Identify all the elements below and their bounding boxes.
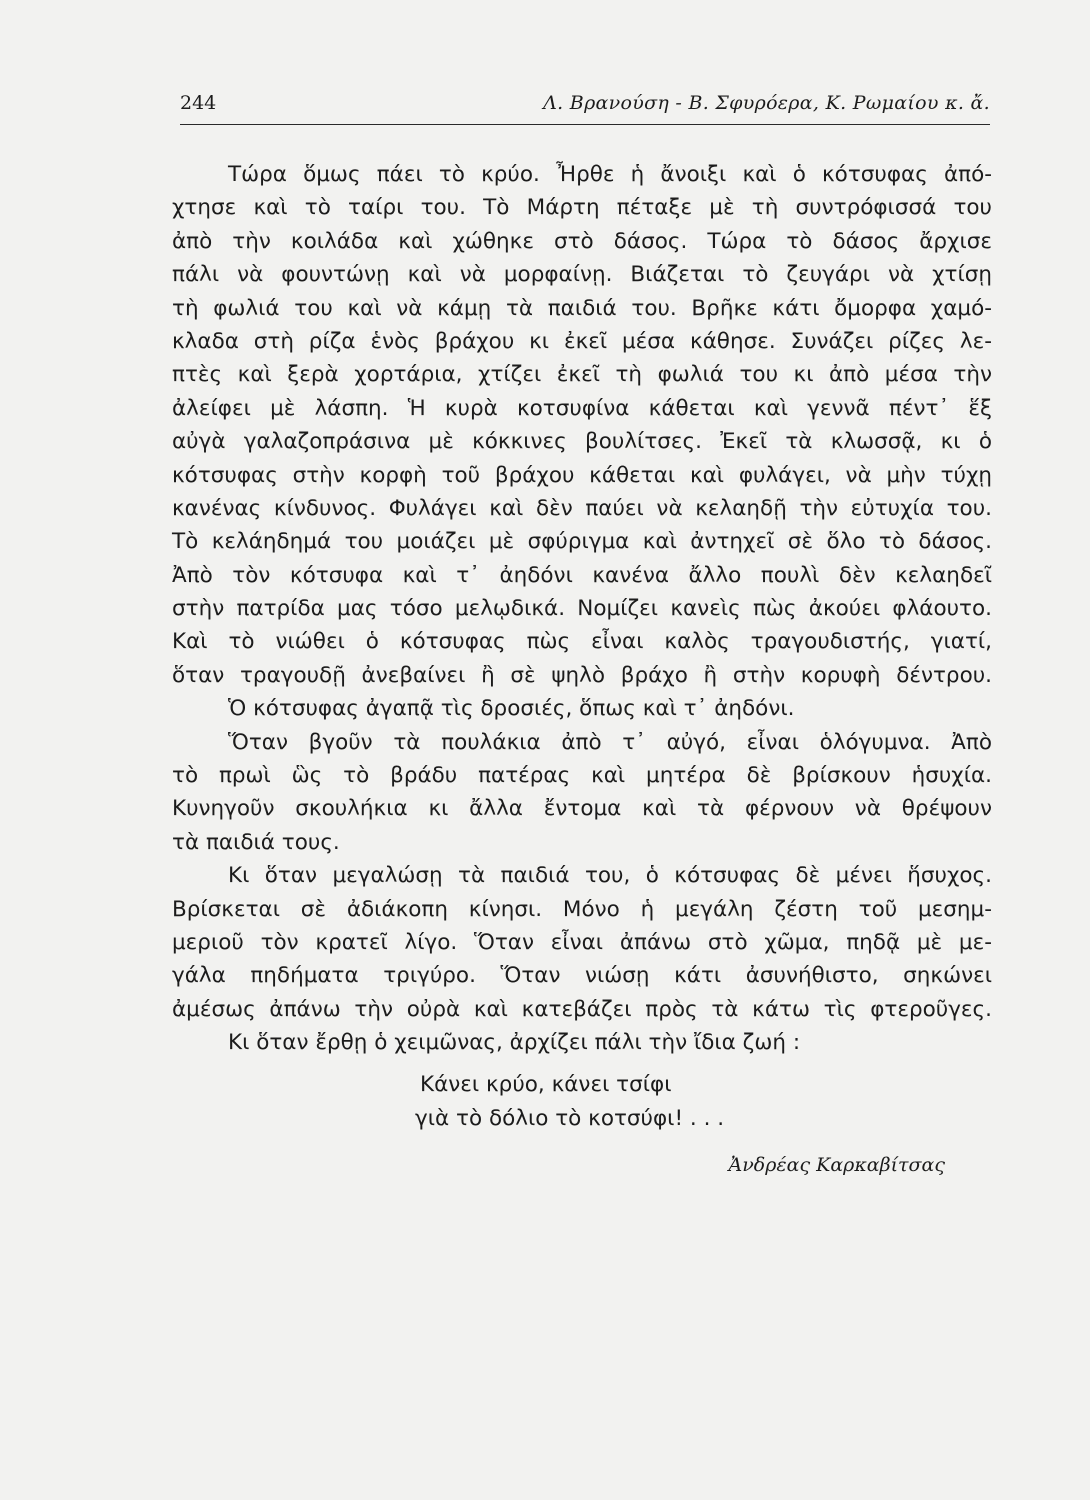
text-line: στὴν πατρίδα μας τόσο μελῳδικά. Νομίζει κανεὶς πὼς ἀκούει φλάουτο.	[172, 596, 992, 622]
text-line: κλαδα στὴ ρίζα ἑνὸς βράχου κι ἐκεῖ μέσα κάθησε. Συνάζει ρίζες λε-	[172, 328, 992, 354]
text-line: τὰ παιδιά τους.	[172, 829, 340, 855]
text-line: μεριοῦ τὸν κρατεῖ λίγο. Ὅταν εἶναι ἀπάνω στὸ χῶμα, πηδᾷ μὲ με-	[172, 929, 992, 955]
text-line: Τὸ κελάηδημά του μοιάζει μὲ σφύριγμα καὶ ἀντηχεῖ σὲ ὅλο τὸ δάσος.	[172, 529, 992, 555]
text-line: ἀμέσως ἀπάνω τὴν οὐρὰ καὶ κατεβάζει πρὸς τὰ κάτω τὶς φτεροῦγες.	[172, 996, 992, 1022]
poem-verse: Κάνει κρύο, κάνει τσίφι	[420, 1072, 672, 1097]
text-line: ἀπὸ τὴν κοιλάδα καὶ χώθηκε στὸ δάσος. Τώρα τὸ δάσος ἄρχισε	[172, 228, 992, 254]
body-text	[172, 158, 992, 1060]
poem	[415, 1068, 835, 1136]
text-line: αὐγὰ γαλαζοπράσινα μὲ κόκκινες βουλίτσες. Ἐκεῖ τὰ κλωσσᾷ, κι ὁ	[172, 429, 992, 455]
text-line: τὴ φωλιά του καὶ νὰ κάμῃ τὰ παιδιά του. Βρῆκε κάτι ὄμορφα χαμό-	[172, 295, 992, 321]
text-line: Κι ὅταν ἔρθῃ ὁ χειμῶνας, ἀρχίζει πάλι τὴν ἴδια ζωή :	[228, 1030, 801, 1056]
text-line: χτησε καὶ τὸ ταίρι του. Τὸ Μάρτη πέταξε μὲ τὴ συντρόφισσά του	[172, 195, 992, 221]
text-line: τὸ πρωὶ ὣς τὸ βράδυ πατέρας καὶ μητέρα δὲ βρίσκουν ἡσυχία.	[172, 763, 992, 789]
running-head: Λ. Βρανούση - Β. Σφυρόερα, Κ. Ρωμαίου κ. ἄ.	[543, 92, 990, 114]
text-line: Ἀπὸ τὸν κότσυφα καὶ τ᾽ ἀηδόνι κανένα ἄλλο πουλὶ δὲν κελαηδεῖ	[172, 562, 992, 588]
text-line: ὅταν τραγουδῇ ἀνεβαίνει ἢ σὲ ψηλὸ βράχο ἢ στὴν κορυφὴ δέντρου.	[172, 662, 992, 688]
text-line: Βρίσκεται σὲ ἀδιάκοπη κίνησι. Μόνο ἡ μεγάλη ζέστη τοῦ μεσημ-	[172, 896, 992, 922]
text-line: κότσυφας στὴν κορφὴ τοῦ βράχου κάθεται καὶ φυλάγει, νὰ μὴν τύχῃ	[172, 462, 992, 488]
text-line: ἀλείφει μὲ λάσπη. Ἡ κυρὰ κοτσυφίνα κάθεται καὶ γεννᾶ πέντ᾽ ἕξ	[172, 395, 992, 421]
text-line: Ὁ κότσυφας ἀγαπᾷ τὶς δροσιές, ὅπως καὶ τ᾽ ἀηδόνι.	[228, 696, 795, 722]
text-line: Καὶ τὸ νιώθει ὁ κότσυφας πὼς εἶναι καλὸς τραγουδιστής, γιατί,	[172, 629, 992, 655]
text-line: Κι ὅταν μεγαλώσῃ τὰ παιδιά του, ὁ κότσυφας δὲ μένει ἥσυχος.	[228, 863, 992, 889]
page-number: 244	[180, 92, 217, 114]
header-rule	[180, 124, 990, 125]
text-line: Κυνηγοῦν σκουλήκια κι ἄλλα ἔντομα καὶ τὰ φέρνουν νὰ θρέψουν	[172, 796, 992, 822]
text-line: πτὲς καὶ ξερὰ χορτάρια, χτίζει ἐκεῖ τὴ φωλιά του κι ἀπὸ μέσα τὴν	[172, 362, 992, 388]
page-header	[180, 92, 990, 120]
text-line: κανένας κίνδυνος. Φυλάγει καὶ δὲν παύει νὰ κελαηδῇ τὴν εὐτυχία του.	[172, 495, 992, 521]
text-line: Τώρα ὅμως πάει τὸ κρύο. Ἦρθε ἡ ἄνοιξι καὶ ὁ κότσυφας ἀπό-	[228, 162, 992, 187]
text-line: πάλι νὰ φουντώνῃ καὶ νὰ μορφαίνῃ. Βιάζεται τὸ ζευγάρι νὰ χτίσῃ	[172, 262, 992, 288]
text-line: Ὅταν βγοῦν τὰ πουλάκια ἀπὸ τ᾽ αὐγό, εἶναι ὁλόγυμνα. Ἀπὸ	[228, 729, 992, 755]
author-signature: Ἀνδρέας Καρκαβίτσας	[728, 1154, 945, 1176]
poem-verse: γιὰ τὸ δόλιο τὸ κοτσύφι! . . .	[415, 1106, 725, 1131]
text-line: γάλα πηδήματα τριγύρο. Ὅταν νιώσῃ κάτι ἀσυνήθιστο, σηκώνει	[172, 963, 992, 989]
